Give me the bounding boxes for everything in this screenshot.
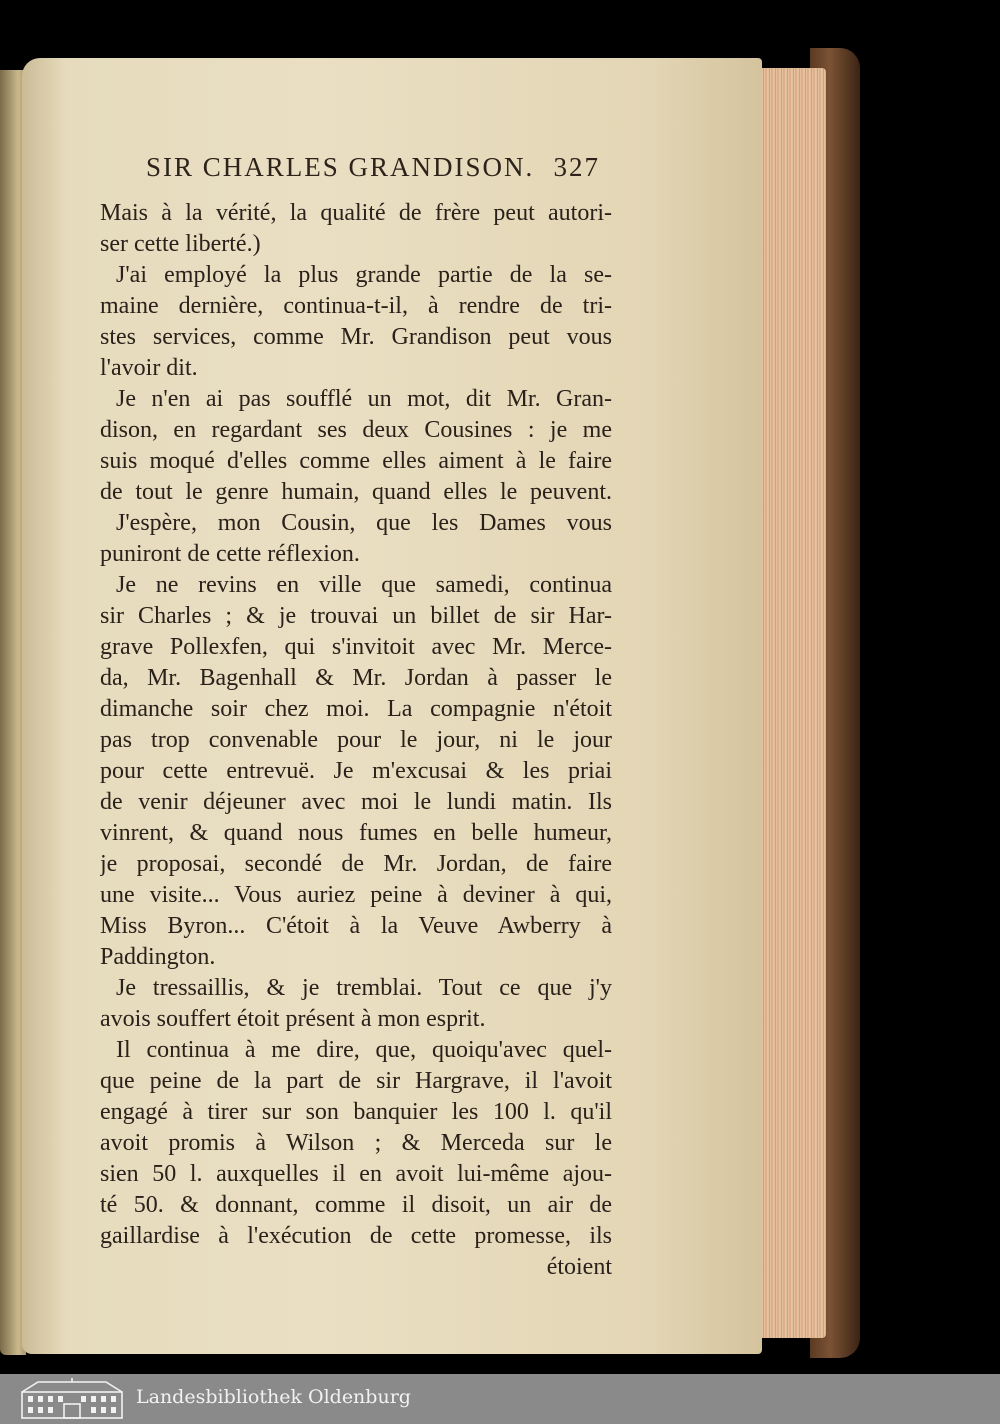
text-line: vinrent, & quand nous fumes en belle humeur, [100,820,612,846]
text-line: Miss Byron... C'étoit à la Veuve Awberry à [100,913,612,939]
library-building-logo-icon [18,1378,126,1420]
text-line: que peine de la part de sir Hargrave, il l'avoit [100,1068,612,1094]
running-header [146,152,600,192]
text-line: stes services, comme Mr. Grandison peut vous [100,324,612,350]
text-line: maine dernière, continua-t-il, à rendre de tri- [100,293,612,319]
text-line: Mais à la vérité, la qualité de frère peut autori- [100,200,612,226]
text-line: avoit promis à Wilson ; & Merceda sur le [100,1130,612,1156]
text-line: Il continua à me dire, que, quoiqu'avec quel- [116,1037,612,1063]
library-footer-bar [0,1374,1000,1424]
text-line: J'espère, mon Cousin, que les Dames vous [116,510,612,536]
text-line: pour cette entrevuë. Je m'excusai & les priai [100,758,612,784]
text-line: l'avoir dit. [100,355,198,381]
text-line: de venir déjeuner avec moi le lundi matin. Ils [100,789,612,815]
text-line: Je ne revins en ville que samedi, continua [116,572,612,598]
text-line: dison, en regardant ses deux Cousines : je me [100,417,612,443]
body-text [100,198,612,1283]
text-line: engagé à tirer sur son banquier les 100 l. qu'il [100,1099,612,1125]
text-line: pas trop convenable pour le jour, ni le jour [100,727,612,753]
page-number: 327 [553,152,600,182]
running-title: SIR CHARLES GRANDISON. [146,152,535,182]
text-line: sir Charles ; & je trouvai un billet de sir Har- [100,603,612,629]
text-line: gaillardise à l'exécution de cette promesse, ils [100,1223,612,1249]
page-stack-edges [752,68,826,1338]
text-line: avois souffert étoit présent à mon esprit. [100,1006,486,1032]
text-line: puniront de cette réflexion. [100,541,360,567]
text-line: Je tressaillis, & je tremblai. Tout ce que j'y [116,975,612,1001]
text-line: grave Pollexfen, qui s'invitoit avec Mr. Merce- [100,634,612,660]
text-line: té 50. & donnant, comme il disoit, un air de [100,1192,612,1218]
text-line: Paddington. [100,944,216,970]
text-line: une visite... Vous auriez peine à deviner à qui, [100,882,612,908]
text-line: ser cette liberté.) [100,231,261,257]
catchword: étoient [546,1254,612,1280]
text-line: je proposai, secondé de Mr. Jordan, de faire [100,851,612,877]
text-line: de tout le genre humain, quand elles le peuvent. [100,479,612,505]
library-name: Landesbibliothek Oldenburg [136,1386,411,1408]
text-line: dimanche soir chez moi. La compagnie n'étoit [100,696,612,722]
text-line: J'ai employé la plus grande partie de la se- [116,262,612,288]
text-line: da, Mr. Bagenhall & Mr. Jordan à passer le [100,665,612,691]
text-line: Je n'en ai pas soufflé un mot, dit Mr. Gran- [116,386,612,412]
text-line: sien 50 l. auxquelles il en avoit lui-même ajou- [100,1161,612,1187]
text-line: suis moqué d'elles comme elles aiment à le faire [100,448,612,474]
